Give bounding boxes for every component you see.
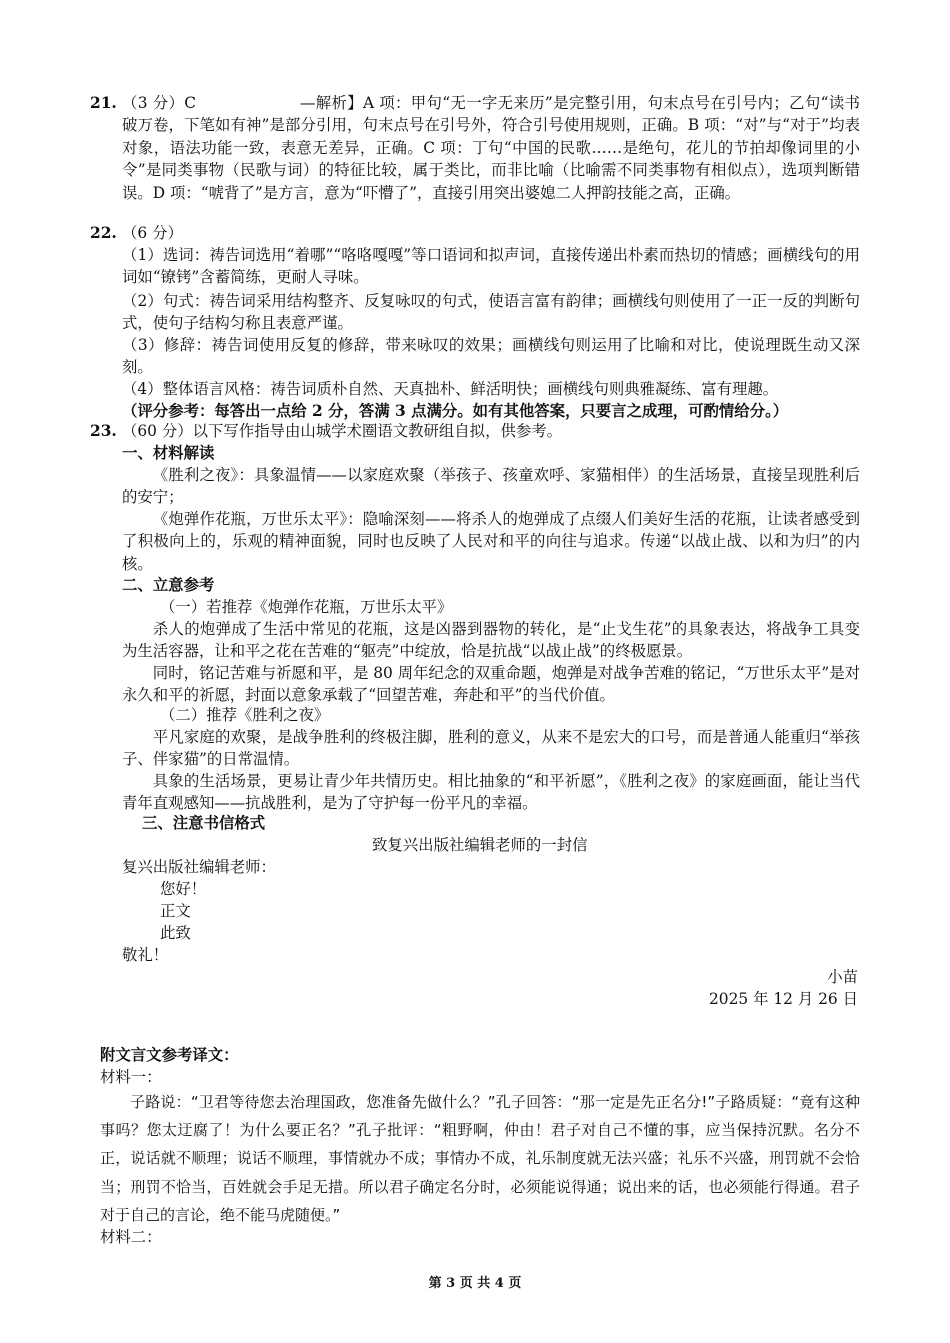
question-22-number: 22. bbox=[90, 224, 117, 242]
section-1-paragraph-1: 《胜利之夜》：具象温情——以家庭欢聚（举孩子、孩童欢呼、家猫相伴）的生活场景，直接呈现胜利后的安宁； bbox=[122, 466, 860, 507]
letter-closing-1: 此致 bbox=[160, 924, 191, 942]
letter-body: 正文 bbox=[160, 902, 191, 920]
question-23-intro: （60 分）以下写作指导由山城学术圈语文教研组自拟，供参考。 bbox=[122, 422, 563, 440]
section-2-paragraph-1: 杀人的炮弹成了生活中常见的花瓶，这是凶器到器物的转化，是“止戈生花”的具象表达，将战争工具变为生活容器，让和平之花在苦难的“躯壳”中绽放，恰是抗战“以战止战”的终极愿景。 bbox=[122, 620, 860, 661]
question-21-intro: （3 分）C bbox=[122, 94, 197, 112]
section-2-paragraph-4: 具象的生活场景，更易让青少年共情历史。相比抽象的“和平祈愿”，《胜利之夜》的家庭画面，能让当代青年直观感知——抗战胜利，是为了守护每一份平凡的幸福。 bbox=[122, 772, 860, 813]
question-22-item-4: （4）整体语言风格：祷告词质朴自然、天真拙朴、鲜活明快；画横线句则典雅凝练、富有理趣。 bbox=[122, 380, 779, 398]
question-21-answer bbox=[122, 92, 860, 204]
analysis-tag: —解析】 bbox=[300, 94, 363, 112]
material-1-label: 材料一： bbox=[100, 1068, 162, 1086]
appendix-title: 附文言文参考译文： bbox=[100, 1046, 239, 1064]
section-1-title: 一、材料解读 bbox=[122, 444, 215, 462]
letter-signature: 小苗 bbox=[827, 968, 858, 986]
page-footer: 第 3 页 共 4 页 bbox=[428, 1276, 522, 1291]
section-3-title: 三、注意书信格式 bbox=[142, 814, 266, 832]
section-1-paragraph-2: 《炮弹作花瓶，万世乐太平》：隐喻深刻——将杀人的炮弹成了点缀人们美好生活的花瓶，让读者感受到了积极向上的，乐观的精神面貌，同时也反映了人民对和平的向往与追求。传递“以战止战、以和为归”的内核。 bbox=[122, 510, 860, 573]
question-22-item-2: （2）句式：祷告词采用结构整齐、反复咏叹的句式，使语言富有韵律；画横线句则使用了一正一反的判断句式，使句子结构匀称且表意严谨。 bbox=[122, 292, 860, 333]
question-23-number: 23. bbox=[90, 422, 117, 440]
question-22-scoring: （评分参考：每答出一点给 2 分，答满 3 点满分。如有其他答案，只要言之成理，可酌情给分。） bbox=[122, 402, 789, 420]
question-22-item-3: （3）修辞：祷告词使用反复的修辞，带来咏叹的效果；画横线句则运用了比喻和对比，使说理既生动又深刻。 bbox=[122, 336, 860, 377]
section-2-paragraph-2: 同时，铭记苦难与祈愿和平，是 80 周年纪念的双重命题，炮弹是对战争苦难的铭记，“万世乐太平”是对永久和平的祈愿，封面以意象承载了“回望苦难，奔赴和平”的当代价值。 bbox=[122, 664, 860, 705]
letter-greeting: 您好！ bbox=[160, 880, 207, 898]
letter-closing-2: 敬礼！ bbox=[122, 946, 169, 964]
question-21-number: 21. bbox=[90, 94, 117, 112]
letter-date: 2025 年 12 月 26 日 bbox=[709, 990, 858, 1008]
letter-title: 致复兴出版社编辑老师的一封信 bbox=[372, 836, 588, 854]
question-22-item-1: （1）选词：祷告词选用“着哪”“咯咯嘎嘎”等口语词和拟声词，直接传递出朴素而热切的情感；画横线句的用词如“镣铐”含蓄简练，更耐人寻味。 bbox=[122, 246, 860, 287]
section-2-title: 二、立意参考 bbox=[122, 576, 215, 594]
section-2-paragraph-3: 平凡家庭的欢聚，是战争胜利的终极注脚，胜利的意义，从来不是宏大的口号，而是普通人能重归“举孩子、伴家猫”的日常温情。 bbox=[122, 728, 860, 769]
material-1-translation: 子路说：“卫君等待您去治理国政，您准备先做什么？”孔子回答：“那一定是先正名分!”子路质疑：“竟有这种事吗？您太迂腐了！为什么要正名？”孔子批评：“粗野啊，仲由！君子对自己不懂的事，应当保持沉默。名分不正，说话就不顺理；说话不顺理，事情就办不成；事情办不成，礼乐制度就无法兴盛；礼乐不兴盛，刑罚就不会恰当；刑罚不恰当，百姓就会手足无措。所以君子确定名分时，必须能说得通；说出来的话，也必须能行得通。君子对于自己的言论，绝不能马虎随便。” bbox=[100, 1093, 860, 1224]
question-21-text: A 项：甲句“无一字无来历”是完整引用，句末点号在引号内；乙句“读书破万卷，下笔如有神”是部分引用，句末点号在引号外，符合引号使用规则，正确。B 项：“对”与“对于”均表对象，语法功能一致，表意无差异，正确。C 项：丁句“中国的民歌……是绝句，花儿的节拍却像词里的小令”是同类事物（民歌与词）的特征比较，属于类比，而非比喻（比喻需不同类事物有相似点），选项判断错误。D 项：“唬背了”是方言，意为“吓懵了”，直接引用突出婆媳二人押韵技能之高，正确。 bbox=[122, 94, 860, 202]
section-2-subtitle-2: （二）推荐《胜利之夜》 bbox=[160, 706, 330, 724]
section-2-subtitle-1: （一）若推荐《炮弹作花瓶，万世乐太平》 bbox=[160, 598, 453, 616]
material-2-label: 材料二： bbox=[100, 1228, 162, 1246]
letter-salutation: 复兴出版社编辑老师： bbox=[122, 858, 276, 876]
question-22-intro: （6 分） bbox=[122, 224, 183, 242]
